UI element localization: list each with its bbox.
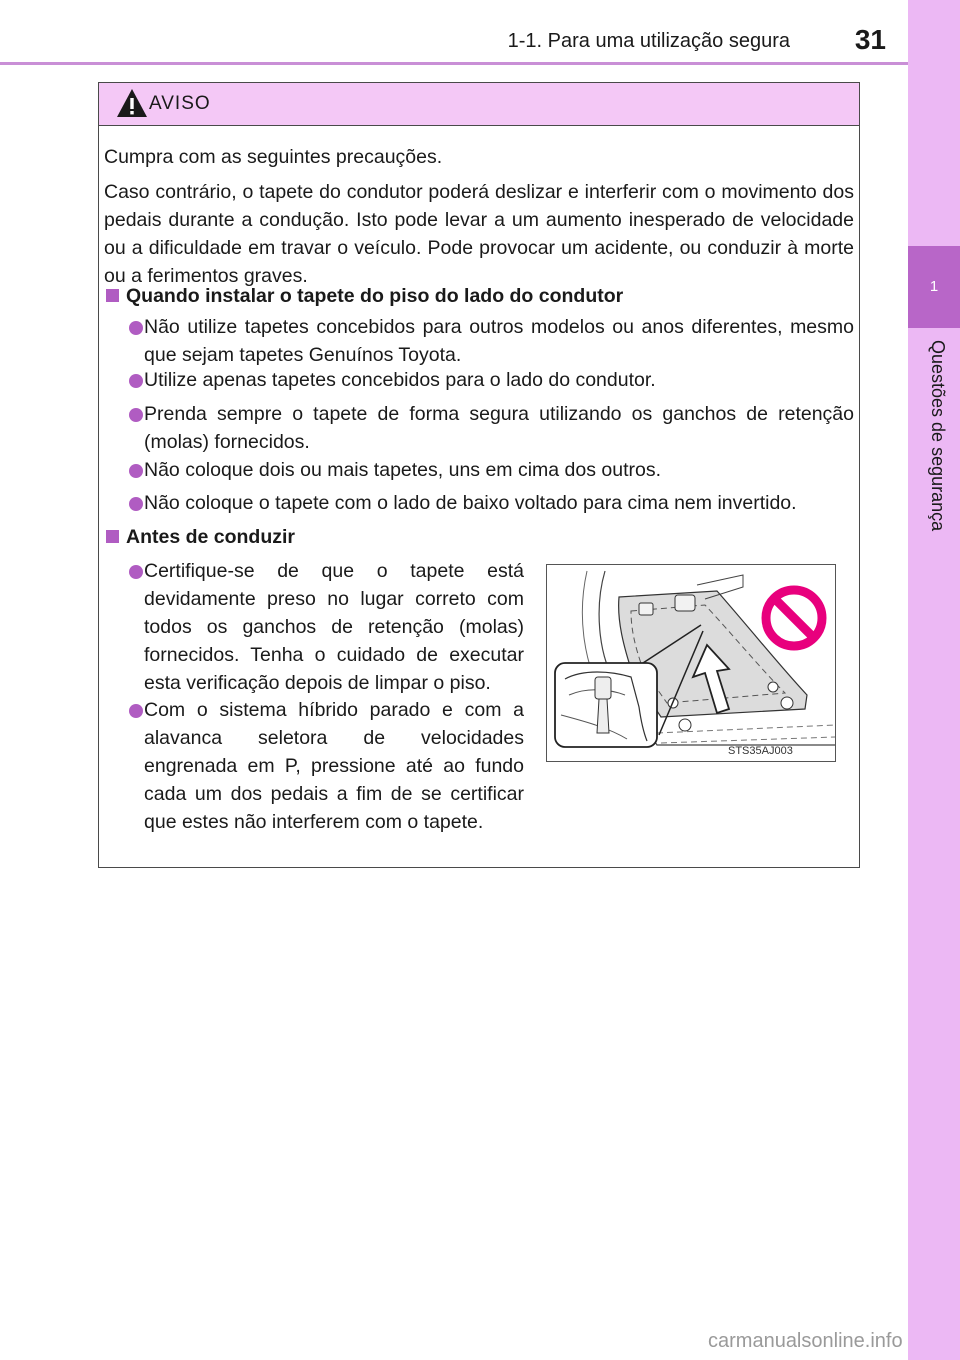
- list-item: Certifique-se de que o tapete está devidamente preso no lugar correto com todos os ganchos de retenção (molas) fornecidos. Tenha o cuidado de executar esta verificação depois de limpar o piso.: [144, 560, 524, 694]
- bullet-icon: [129, 704, 143, 718]
- square-bullet-icon: [106, 289, 119, 302]
- warning-triangle-icon: [115, 87, 149, 119]
- warning-header: [99, 83, 859, 126]
- header-divider: [0, 62, 908, 65]
- list-item: Com o sistema híbrido parado e com a alavanca seletora de velocidades engrenada em P, pressione até ao fundo cada um dos pedais a fim de se certificar que estes não interferem com o tapete.: [144, 699, 524, 833]
- chapter-side-tab: [908, 0, 960, 1360]
- watermark: carmanualsonline.info: [708, 1330, 903, 1352]
- section-heading-install: Quando instalar o tapete do piso do lado do condutor: [106, 282, 846, 310]
- warning-label: AVISO: [149, 93, 211, 114]
- list-item: Não utilize tapetes concebidos para outros modelos ou anos diferentes, mesmo que sejam tapetes Genuínos Toyota.: [144, 316, 854, 366]
- warning-body: Caso contrário, o tapete do condutor poderá deslizar e interferir com o movimento dos pedais durante a condução. Isto pode levar a um aumento inesperado de velocidade ou a dificuldade em travar o veículo. Pode provocar um acidente, ou conduzir à morte ou a ferimentos graves.: [104, 181, 854, 287]
- figure-code: STS35AJ003: [728, 745, 793, 757]
- list-item: Não coloque dois ou mais tapetes, uns em cima dos outros.: [144, 459, 662, 481]
- page-number: 31: [854, 24, 886, 55]
- prohibition-icon: [759, 583, 829, 653]
- floor-mat-illustration: [546, 564, 836, 762]
- chapter-number: 1: [908, 246, 960, 328]
- list-item: Não coloque o tapete com o lado de baixo voltado para cima nem invertido.: [144, 492, 797, 514]
- section-heading-before-driving: Antes de conduzir: [106, 523, 846, 551]
- warning-intro: Cumpra com as seguintes precauções.: [104, 146, 443, 168]
- bullet-icon: [129, 374, 143, 388]
- bullet-icon: [129, 464, 143, 478]
- bullet-icon: [129, 408, 143, 422]
- bullet-icon: [129, 321, 143, 335]
- list-item: Prenda sempre o tapete de forma segura utilizando os ganchos de retenção (molas) fornecidos.: [144, 403, 854, 453]
- square-bullet-icon: [106, 530, 119, 543]
- chapter-title: Questões de segurança: [928, 340, 948, 532]
- section-title: 1-1. Para uma utilização segura: [507, 30, 790, 52]
- bullet-icon: [129, 565, 143, 579]
- bullet-icon: [129, 497, 143, 511]
- list-item: Utilize apenas tapetes concebidos para o lado do condutor.: [144, 369, 656, 391]
